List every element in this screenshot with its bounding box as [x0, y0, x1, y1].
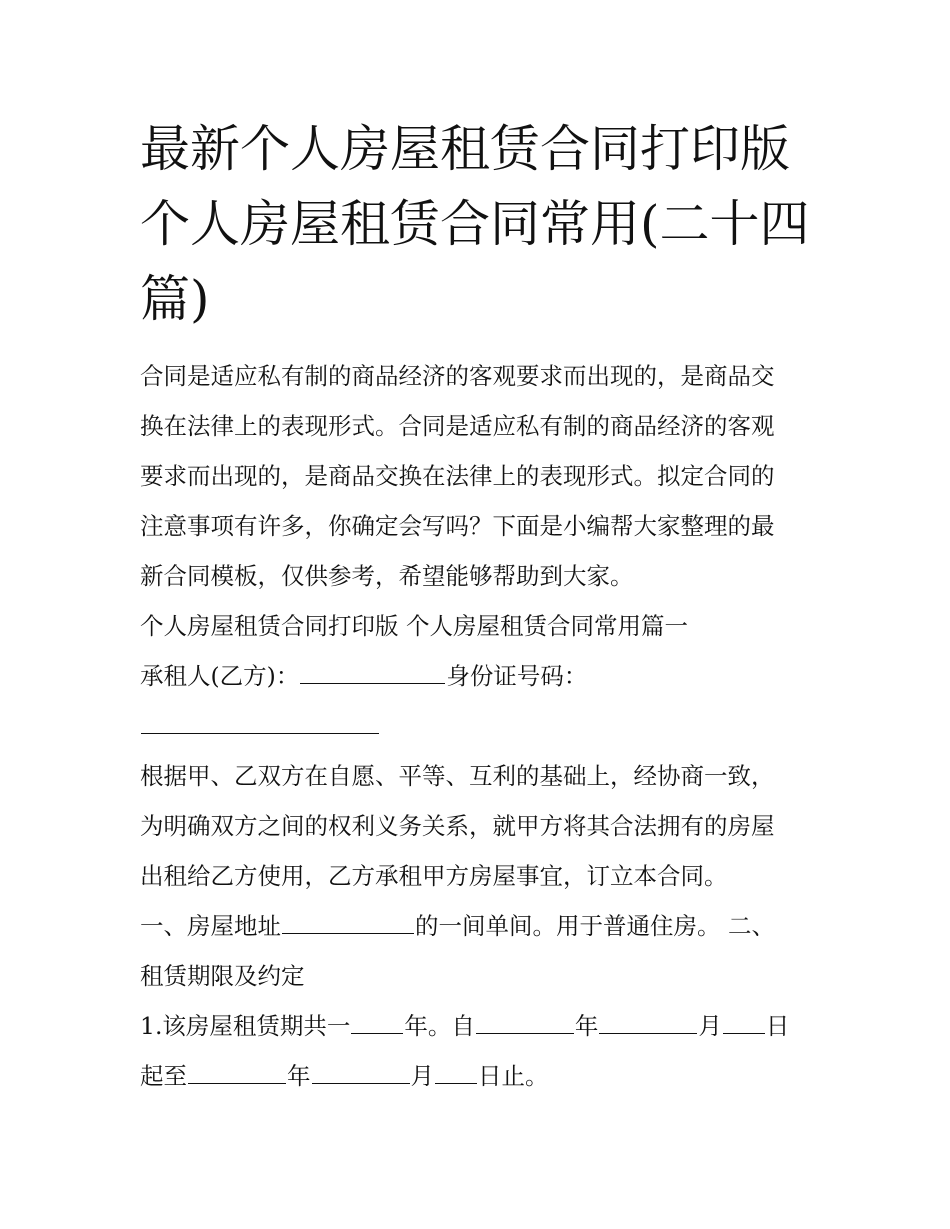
intro-line: 合同是适应私有制的商品经济的客观要求而出现的，是商品交	[140, 362, 775, 390]
intro-paragraph	[140, 351, 816, 601]
clause-address-line-1	[140, 901, 816, 951]
term-part4: 月	[698, 1012, 722, 1040]
clause-term-line-2	[140, 1051, 816, 1101]
title-line-2: 个人房屋租赁合同常用(二十四	[140, 195, 810, 253]
start-day-blank	[723, 1008, 765, 1034]
term-part1: 1.该房屋租赁期共一	[140, 1012, 351, 1040]
address-suffix: 的一间单间。用于普通住房。 二、	[415, 912, 775, 940]
term-line2-part1: 起至	[140, 1062, 187, 1090]
section-heading	[140, 601, 816, 651]
purpose-line: 根据甲、乙双方在自愿、平等、互利的基础上，经协商一致，	[140, 762, 775, 790]
term-line2-part2: 年	[287, 1062, 311, 1090]
start-month-blank	[599, 1008, 697, 1034]
term-years-blank	[351, 1008, 403, 1034]
intro-line: 新合同模板，仅供参考，希望能够帮助到大家。	[140, 562, 634, 590]
document-page	[140, 112, 816, 1101]
tenant-label: 承租人(乙方)：	[140, 662, 300, 690]
purpose-paragraph	[140, 751, 816, 901]
term-line2-part3: 月	[410, 1062, 434, 1090]
intro-line: 注意事项有许多，你确定会写吗？下面是小编帮大家整理的最	[140, 512, 775, 540]
clause-address	[140, 901, 816, 1001]
document-title	[140, 112, 816, 337]
intro-line: 要求而出现的，是商品交换在法律上的表现形式。拟定合同的	[140, 462, 775, 490]
title-line-3: 篇)	[140, 270, 210, 328]
term-part3: 年	[574, 1012, 599, 1040]
section-heading-text: 个人房屋租赁合同打印版 个人房屋租赁合同常用篇一	[140, 612, 688, 640]
clause-address-line-2: 租赁期限及约定	[140, 962, 305, 990]
tenant-line-1	[140, 651, 816, 701]
purpose-line: 出租给乙方使用，乙方承租甲方房屋事宜，订立本合同。	[140, 862, 728, 890]
id-number-label: 身份证号码：	[446, 662, 588, 690]
address-prefix: 一、房屋地址	[140, 912, 281, 940]
term-line2-part4: 日止。	[478, 1062, 549, 1090]
id-number-blank	[141, 708, 379, 734]
clause-term-line-1	[140, 1001, 816, 1051]
term-part5: 日	[765, 1012, 790, 1040]
intro-line: 换在法律上的表现形式。合同是适应私有制的商品经济的客观	[140, 412, 775, 440]
term-part2: 年。自	[404, 1012, 475, 1040]
title-line-1: 最新个人房屋租赁合同打印版	[140, 120, 790, 178]
start-year-blank	[476, 1008, 574, 1034]
clause-term	[140, 1001, 816, 1101]
tenant-field-line	[140, 651, 816, 751]
tenant-line-2	[140, 701, 816, 751]
tenant-name-blank	[300, 658, 445, 684]
end-day-blank	[435, 1058, 477, 1084]
purpose-line: 为明确双方之间的权利义务关系，就甲方将其合法拥有的房屋	[140, 812, 775, 840]
end-year-blank	[188, 1058, 286, 1084]
end-month-blank	[312, 1058, 410, 1084]
address-blank	[282, 908, 414, 934]
